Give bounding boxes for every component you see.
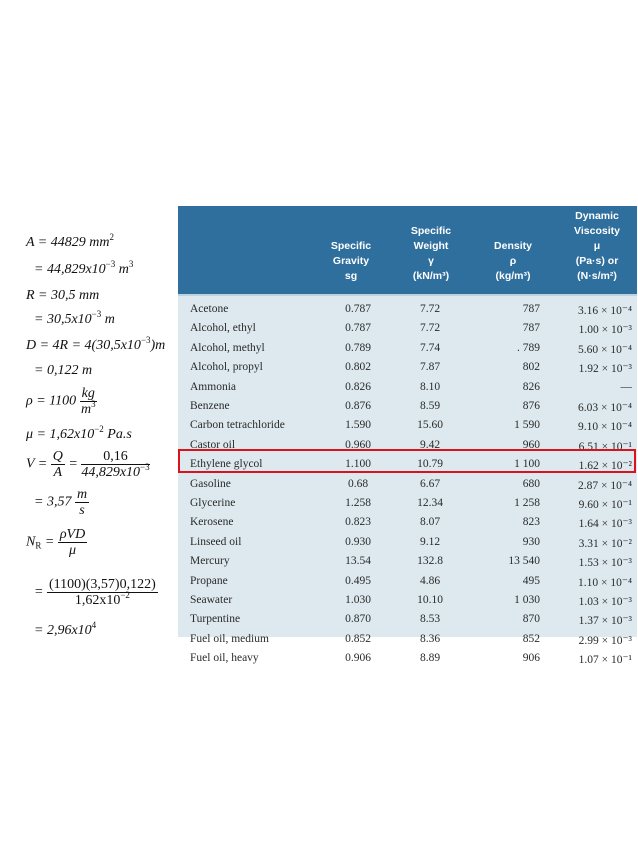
eq-exp: 4 (91, 620, 97, 630)
cell-density: . 789 (517, 341, 540, 354)
table-row (178, 397, 637, 416)
cell-density: 495 (522, 574, 540, 587)
cell-density: 1 258 (514, 497, 540, 509)
eq-den: μ (68, 543, 77, 558)
header-line: (N·s/m²) (577, 270, 617, 282)
eq-radius-m (34, 309, 115, 328)
cell-specific-gravity: 0.870 (345, 613, 371, 626)
eq-text: R = 30,5 mm (26, 288, 100, 303)
cell-density: 680 (522, 477, 540, 490)
cell-specific-weight: 6.67 (419, 477, 441, 490)
table-row (178, 339, 637, 358)
cell-viscosity: 1.62 × 10⁻² (578, 460, 632, 473)
cell-specific-gravity: 0.787 (345, 322, 371, 335)
header-line: Specific (410, 225, 452, 237)
eq-reynolds (26, 527, 87, 558)
table-row (178, 513, 637, 532)
cell-viscosity: 6.03 × 10⁻⁴ (578, 402, 632, 414)
eq-viscosity (26, 424, 132, 443)
cell-density: 930 (522, 535, 540, 548)
eq-fraction (58, 527, 87, 558)
eq-text: = 0,122 m (34, 363, 93, 378)
eq-fraction (51, 449, 65, 480)
eq-sub: R (35, 540, 42, 551)
cell-viscosity: 2.87 × 10⁻⁴ (578, 479, 632, 492)
eq-unit: Pa.s (103, 427, 132, 442)
eq-diameter (26, 335, 166, 354)
cell-density: 787 (522, 303, 540, 315)
header-line: Specific (330, 240, 372, 252)
eq-exp: 3 (128, 259, 134, 269)
cell-fluid: Kerosene (190, 516, 234, 529)
eq-den-text: 44,829x10 (81, 465, 141, 480)
eq-exp: −3 (140, 335, 151, 345)
cell-viscosity: 9.60 × 10⁻¹ (578, 499, 632, 511)
cell-specific-weight: 9.12 (419, 535, 441, 548)
cell-fluid: Alcohol, methyl (190, 341, 265, 354)
cell-viscosity: 1.00 × 10⁻³ (578, 324, 632, 337)
table-row (178, 494, 637, 513)
eq-num: m (76, 487, 88, 502)
eq-fraction (81, 449, 149, 480)
eq-num: Q (52, 449, 63, 464)
eq-area-mm (26, 232, 114, 251)
cell-specific-gravity: 0.960 (345, 438, 371, 451)
eq-density (26, 386, 97, 417)
header-line: (kN/m³) (412, 270, 450, 282)
cell-viscosity: 5.60 × 10⁻⁴ (578, 343, 632, 356)
cell-fluid: Acetone (190, 303, 229, 315)
cell-fluid: Gasoline (190, 477, 231, 490)
cell-viscosity: 9.10 × 10⁻⁴ (578, 421, 632, 434)
cell-viscosity: 1.03 × 10⁻³ (578, 596, 632, 608)
header-line: (kg/m³) (495, 270, 531, 282)
eq-num: 0,16 (81, 449, 149, 465)
table-row (178, 610, 637, 629)
eq-velocity-result (34, 487, 89, 518)
cell-fluid: Fuel oil, medium (190, 632, 269, 645)
cell-specific-gravity: 0.930 (345, 535, 371, 548)
cell-viscosity: 6.51 × 10⁻¹ (578, 440, 632, 453)
table-row (178, 591, 637, 610)
table-row (178, 416, 637, 435)
cell-specific-gravity: 1.258 (345, 497, 371, 509)
cell-viscosity: 1.07 × 10⁻¹ (578, 654, 632, 667)
header-line: μ (593, 240, 601, 252)
eq-den: A (53, 465, 63, 480)
eq-text: = 44,829x10 (34, 262, 106, 277)
cell-fluid: Glycerine (190, 497, 236, 509)
eq-exp: −3 (91, 309, 102, 319)
cell-viscosity: 1.92 × 10⁻³ (578, 363, 632, 376)
eq-den: s (79, 503, 85, 518)
cell-specific-gravity: 0.68 (347, 477, 369, 490)
cell-specific-gravity: 1.100 (345, 458, 371, 471)
header-line: sg (344, 270, 358, 282)
table-row (178, 300, 637, 319)
cell-specific-weight: 9.42 (419, 438, 441, 451)
eq-text: μ = 1,62x10 (26, 427, 95, 442)
header-specific-weight (398, 224, 464, 284)
eq-num: (1100)(3,57)0,122) (48, 577, 156, 592)
cell-specific-gravity: 0.852 (345, 632, 371, 645)
cell-density: 852 (522, 632, 540, 645)
table-row (178, 378, 637, 397)
cell-density: 1 100 (514, 458, 540, 471)
cell-density: 1 030 (514, 594, 540, 606)
eq-num: kg (81, 386, 95, 401)
eq-den (80, 399, 97, 417)
cell-fluid: Linseed oil (190, 535, 242, 548)
cell-viscosity: 1.53 × 10⁻³ (578, 557, 632, 570)
cell-viscosity: 2.99 × 10⁻³ (578, 634, 632, 647)
header-line: γ (428, 255, 434, 267)
cell-density: 826 (522, 380, 540, 393)
eq-velocity (26, 449, 150, 480)
eq-unit: m (101, 312, 115, 327)
cell-specific-weight: 7.87 (419, 361, 441, 374)
table-row (178, 630, 637, 649)
cell-specific-gravity: 0.823 (345, 516, 371, 529)
eq-text: = (41, 534, 55, 550)
eq-text: = 2,96x10 (34, 623, 92, 638)
cell-specific-gravity: 0.789 (345, 341, 371, 354)
fluid-properties-table (178, 206, 637, 667)
cell-viscosity: 3.16 × 10⁻⁴ (578, 305, 632, 317)
eq-text: = 30,5x10 (34, 312, 92, 327)
table-row (178, 533, 637, 552)
cell-specific-weight: 8.59 (419, 400, 441, 412)
cell-viscosity: — (620, 380, 632, 393)
cell-density: 876 (522, 400, 540, 412)
eq-unit: m (115, 262, 129, 277)
eq-text: = (34, 584, 44, 600)
header-line: (Pa·s) or (575, 255, 619, 267)
cell-fluid: Ammonia (190, 380, 236, 393)
cell-specific-gravity: 0.826 (345, 380, 371, 393)
header-line: Viscosity (574, 225, 620, 237)
cell-fluid: Mercury (190, 555, 230, 568)
eq-fraction (75, 487, 89, 518)
eq-den-text: m (80, 402, 92, 417)
eq-radius-mm (26, 288, 99, 304)
eq-text: V = (26, 456, 48, 472)
cell-fluid: Propane (190, 574, 228, 587)
cell-viscosity: 1.37 × 10⁻³ (578, 615, 632, 628)
highlight-box-ethylene-glycol (178, 449, 636, 473)
eq-reynolds-sub (34, 577, 158, 608)
cell-fluid: Carbon tetrachloride (190, 419, 285, 432)
cell-density: 787 (522, 322, 540, 335)
cell-specific-gravity: 0.495 (345, 574, 371, 587)
header-divider (178, 294, 637, 296)
eq-num: ρVD (59, 527, 86, 542)
cell-specific-weight: 7.74 (419, 341, 441, 354)
table-row (178, 475, 637, 494)
header-density (480, 239, 546, 284)
cell-specific-weight: 7.72 (419, 303, 441, 315)
cell-specific-weight: 8.36 (419, 632, 441, 645)
cell-density: 823 (522, 516, 540, 529)
eq-den-text: 1,62x10 (74, 593, 121, 608)
cell-specific-weight: 8.10 (419, 380, 441, 393)
eq-exp: −2 (120, 590, 130, 600)
cell-viscosity: 1.64 × 10⁻³ (578, 518, 632, 531)
eq-text: ρ = 1100 (26, 393, 77, 409)
cell-density: 802 (522, 361, 540, 374)
header-line: Dynamic (575, 210, 619, 222)
cell-specific-weight: 10.10 (417, 594, 443, 606)
eq-text: A = 44829 mm (26, 235, 110, 250)
cell-specific-weight: 7.72 (419, 322, 441, 335)
header-specific-gravity (318, 239, 384, 284)
cell-specific-weight: 12.34 (417, 497, 443, 509)
eq-area-m (34, 259, 134, 278)
cell-specific-weight: 10.79 (417, 458, 443, 471)
cell-density: 870 (522, 613, 540, 626)
eq-den (47, 590, 158, 608)
eq-text: )m (150, 338, 166, 353)
eq-exp: −3 (105, 259, 116, 269)
cell-specific-gravity: 0.876 (345, 400, 371, 412)
table-row (178, 552, 637, 571)
cell-viscosity: 1.10 × 10⁻⁴ (578, 576, 632, 589)
eq-fraction (80, 386, 97, 417)
cell-fluid: Turpentine (190, 613, 241, 626)
eq-text: N (26, 534, 36, 550)
eq-exp: 3 (91, 399, 96, 409)
cell-fluid: Seawater (190, 594, 233, 606)
cell-density: 960 (522, 438, 540, 451)
header-line: ρ (509, 255, 517, 267)
header-dynamic-viscosity (560, 209, 634, 284)
eq-diameter-m (34, 363, 92, 379)
table-row (178, 358, 637, 377)
cell-density: 906 (522, 652, 540, 665)
cell-fluid: Alcohol, propyl (190, 361, 263, 374)
cell-specific-weight: 4.86 (419, 574, 441, 587)
cell-fluid: Ethylene glycol (190, 458, 263, 471)
cell-specific-weight: 8.89 (419, 652, 441, 665)
cell-specific-weight: 8.53 (419, 613, 441, 626)
cell-specific-weight: 132.8 (417, 555, 443, 568)
eq-exp: −3 (140, 462, 150, 472)
header-line: Gravity (332, 255, 370, 267)
eq-reynolds-result (34, 620, 97, 639)
eq-fraction (47, 577, 158, 608)
cell-viscosity: 3.31 × 10⁻² (578, 537, 632, 550)
eq-text: D = 4R = 4(30,5x10 (26, 338, 141, 353)
table-row (178, 319, 637, 338)
header-line: Weight (413, 240, 449, 252)
cell-density: 13 540 (508, 555, 540, 568)
eq-text: = (68, 456, 78, 472)
cell-fluid: Castor oil (190, 438, 236, 451)
eq-exp: −2 (94, 424, 104, 434)
cell-specific-gravity: 0.802 (345, 361, 371, 374)
cell-fluid: Fuel oil, heavy (190, 652, 259, 665)
cell-specific-weight: 15.60 (417, 419, 443, 432)
eq-den (81, 462, 150, 480)
eq-exp: 2 (109, 232, 114, 242)
table-row (178, 649, 637, 668)
cell-fluid: Benzene (190, 400, 230, 412)
cell-specific-gravity: 0.787 (345, 303, 371, 315)
eq-text: = 3,57 (34, 494, 72, 510)
cell-specific-gravity: 1.590 (345, 419, 371, 432)
cell-specific-gravity: 0.906 (345, 652, 371, 665)
cell-fluid: Alcohol, ethyl (190, 322, 256, 335)
cell-specific-gravity: 1.030 (345, 594, 371, 606)
header-line: Density (494, 240, 532, 252)
cell-specific-weight: 8.07 (419, 516, 441, 529)
cell-density: 1 590 (514, 419, 540, 432)
cell-specific-gravity: 13.54 (345, 555, 371, 568)
table-row (178, 572, 637, 591)
